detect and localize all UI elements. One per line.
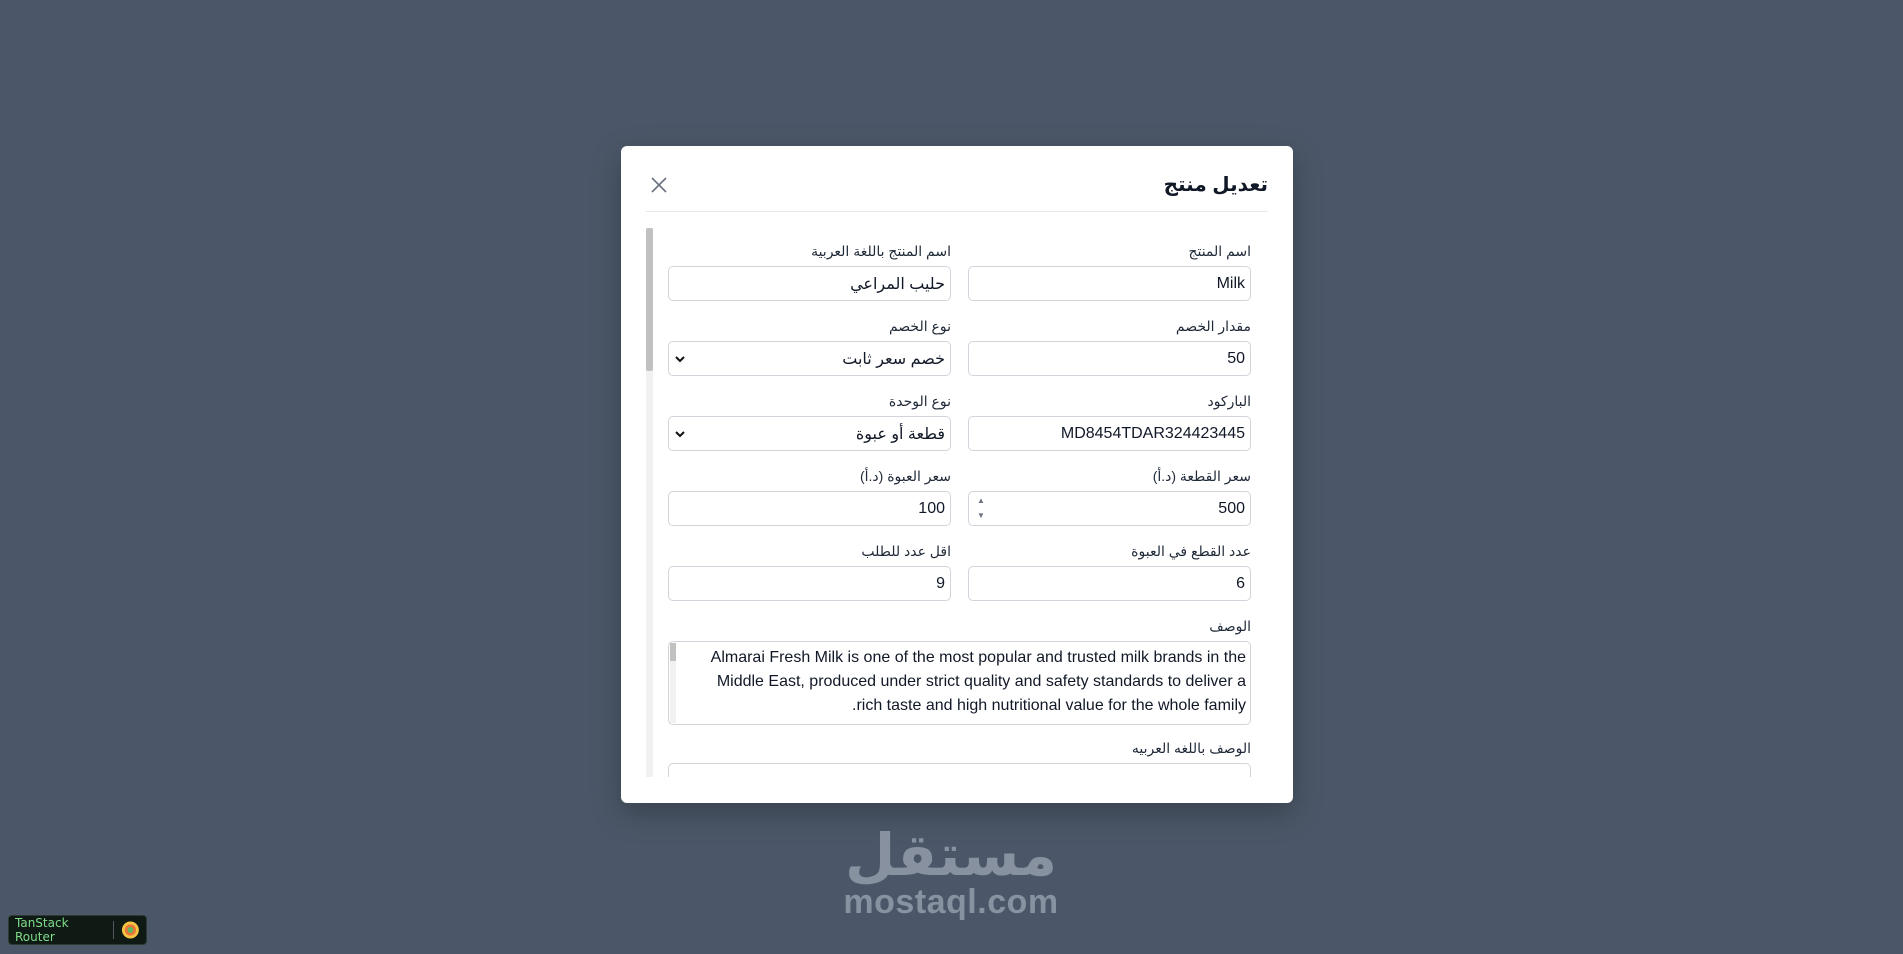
product-name-ar-label: اسم المنتج باللغة العربية <box>811 243 951 259</box>
description-textarea[interactable] <box>668 641 1251 725</box>
spinner-down-icon[interactable]: ▼ <box>977 511 985 520</box>
description-ar-textarea[interactable] <box>668 763 1251 777</box>
form-scrollbar-thumb[interactable] <box>646 228 653 371</box>
pieces-per-pack-label: عدد القطع في العبوة <box>1131 543 1251 559</box>
close-button[interactable] <box>646 172 672 198</box>
divider <box>113 921 114 939</box>
description-ar-label: الوصف باللغه العربيه <box>1131 740 1251 756</box>
spinner-up-icon[interactable]: ▲ <box>977 496 985 505</box>
watermark-logo <box>836 821 1066 921</box>
description-label: الوصف <box>1209 618 1251 634</box>
pack-price-input[interactable]: 100 <box>668 491 951 526</box>
piece-price-value: 500 <box>1218 499 1245 517</box>
chevron-down-icon <box>674 353 686 365</box>
tanstack-router-devtools-button[interactable] <box>8 915 147 945</box>
modal-title: تعديل منتج <box>1163 174 1268 196</box>
barcode-label: الباركود <box>1207 393 1251 409</box>
edit-product-modal <box>621 146 1293 803</box>
piece-price-label: سعر القطعة (د.أ) <box>1152 468 1251 484</box>
discount-type-value: خصم سعر ثابت <box>842 350 945 368</box>
description-scrollbar[interactable] <box>670 643 676 723</box>
discount-amount-label: مقدار الخصم <box>1175 318 1251 334</box>
description-text: Almarai Fresh Milk is one of the most popular and trusted milk brands in the Middle East, produced under strict quality and safety standards to deliver a rich taste and high nutritional value for the whole family. <box>710 649 1246 714</box>
unit-type-select[interactable] <box>668 416 951 451</box>
piece-price-input[interactable] <box>968 491 1251 526</box>
barcode-input[interactable]: MD8454TDAR324423445 <box>968 416 1251 451</box>
product-name-ar-input[interactable]: حليب المراعي <box>668 266 951 301</box>
form-scroll-area[interactable] <box>646 228 1268 777</box>
product-form <box>668 242 1251 777</box>
tanstack-logo-icon <box>121 920 140 940</box>
discount-amount-input[interactable]: 50 <box>968 341 1251 376</box>
close-icon <box>650 176 668 194</box>
watermark-latin: mostaql.com <box>843 883 1059 921</box>
watermark-arabic: مستقل <box>844 821 1058 889</box>
product-name-input[interactable]: Milk <box>968 266 1251 301</box>
modal-header <box>646 146 1268 212</box>
min-order-input[interactable]: 9 <box>668 566 951 601</box>
chevron-down-icon <box>674 428 686 440</box>
form-scrollbar[interactable] <box>646 228 653 777</box>
discount-type-label: نوع الخصم <box>888 318 951 334</box>
pieces-per-pack-input[interactable]: 6 <box>968 566 1251 601</box>
number-spinner[interactable] <box>976 496 986 521</box>
product-name-label: اسم المنتج <box>1188 243 1251 259</box>
pack-price-label: سعر العبوة (د.أ) <box>859 468 951 484</box>
devtools-label: TanStack Router <box>15 916 69 944</box>
discount-type-select[interactable] <box>668 341 951 376</box>
unit-type-value: قطعة أو عبوة <box>855 425 945 443</box>
unit-type-label: نوع الوحدة <box>888 393 951 409</box>
min-order-label: اقل عدد للطلب <box>861 543 951 559</box>
